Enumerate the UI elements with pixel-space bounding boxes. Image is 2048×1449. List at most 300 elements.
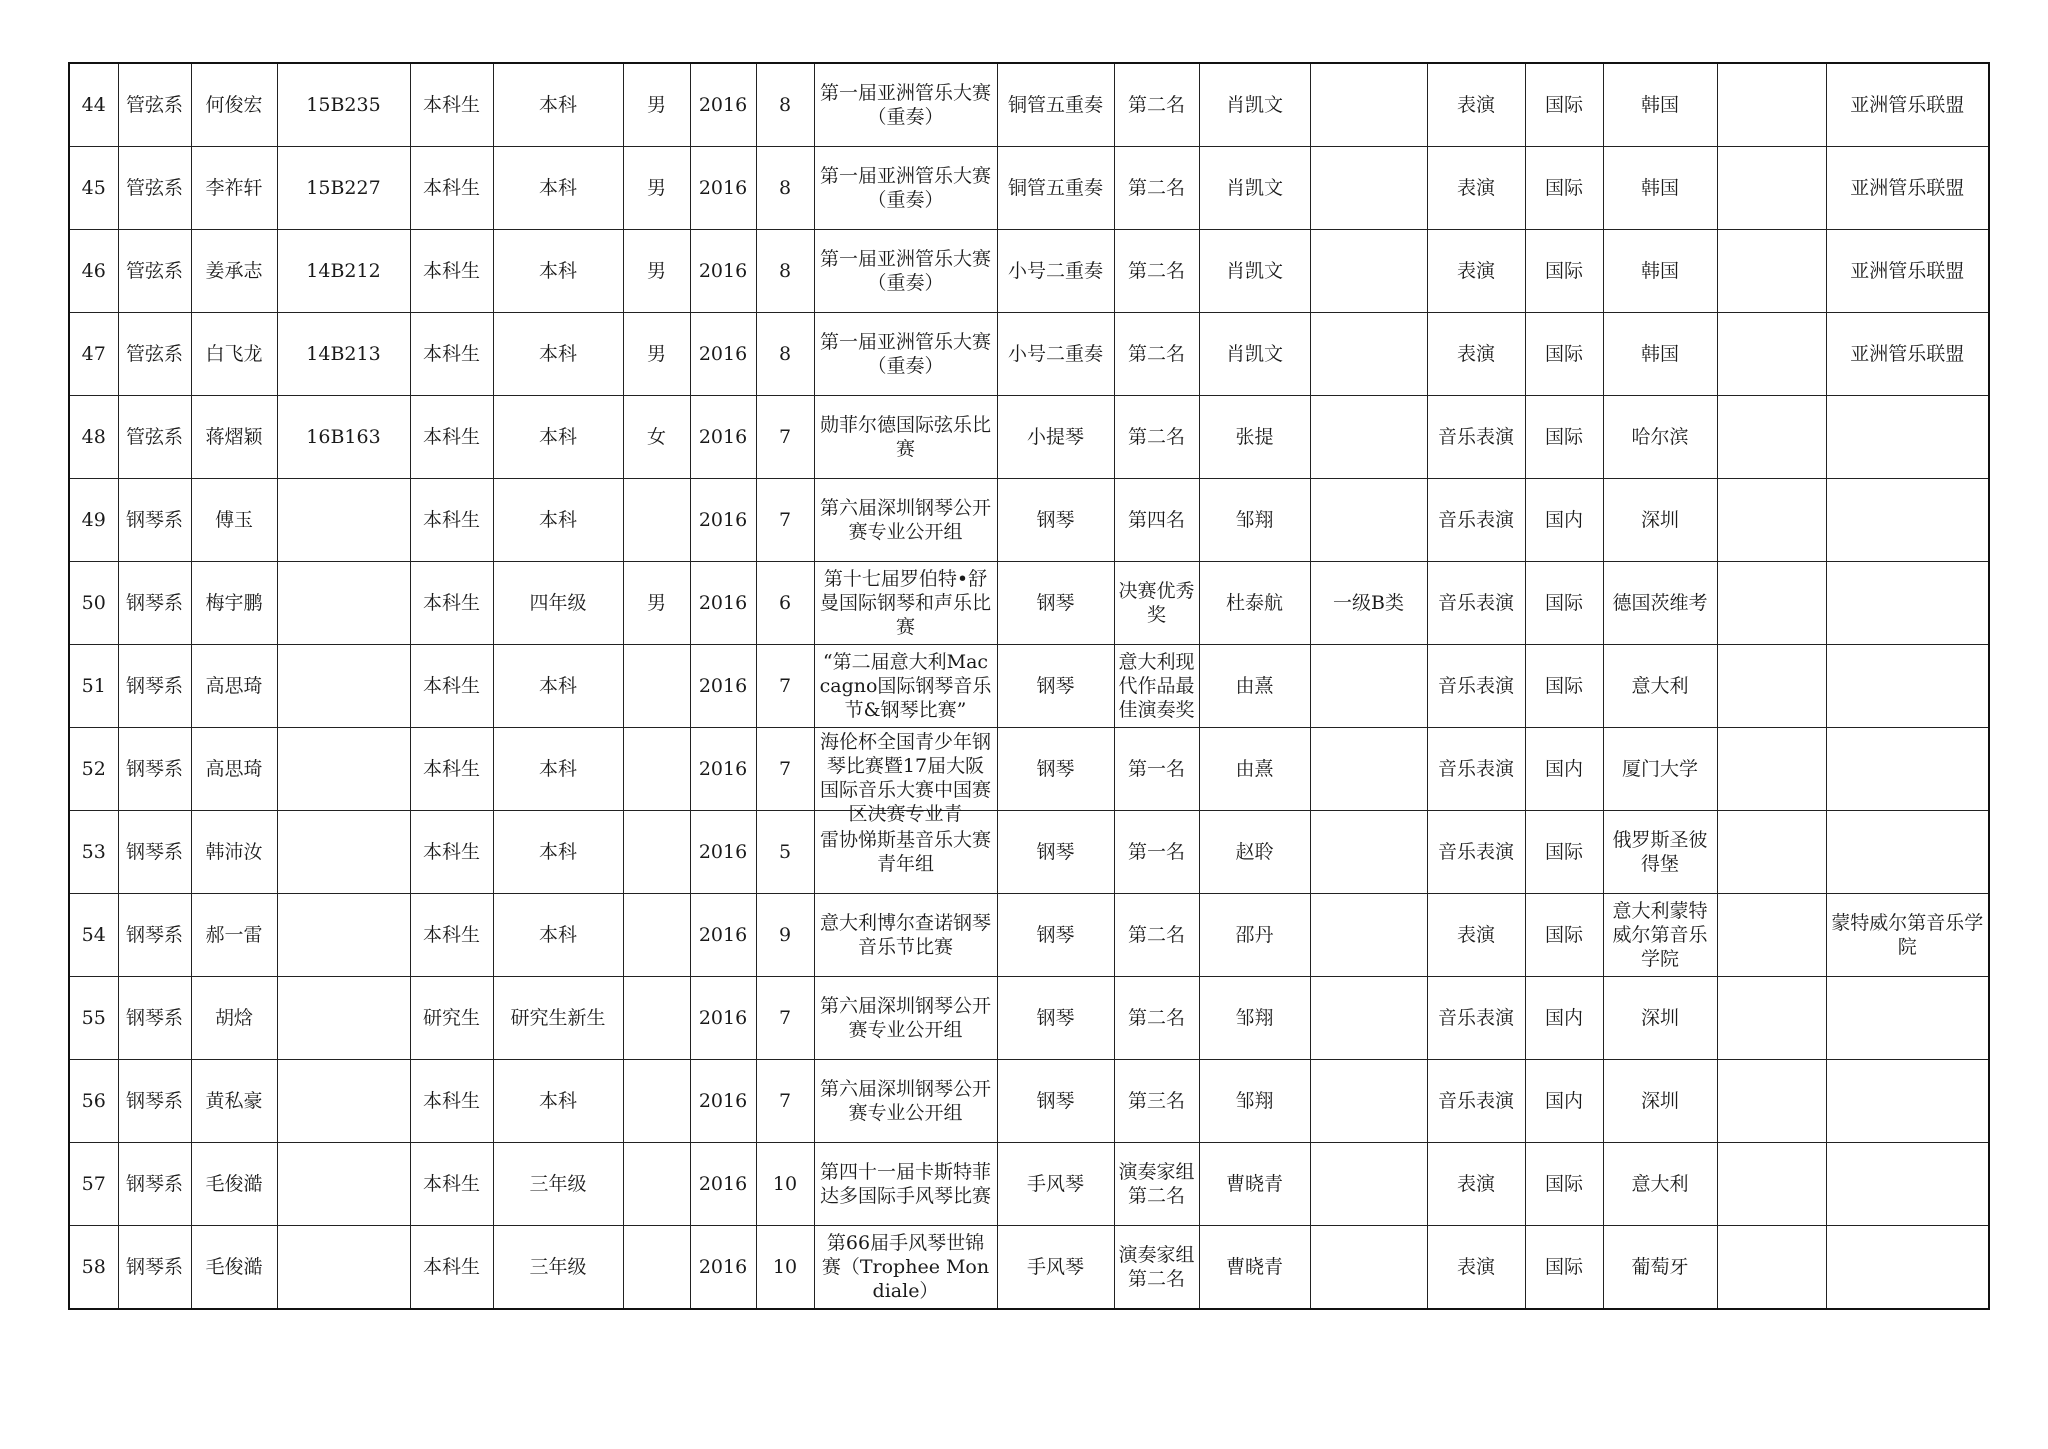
cell-extra [1717, 479, 1826, 562]
cell-location [1603, 63, 1717, 147]
cell-scope [1525, 728, 1603, 811]
cell-text: 本科生 [422, 1256, 480, 1278]
cell-text: 演奏家组第二名 [1118, 1244, 1195, 1290]
cell-grade [493, 1060, 623, 1143]
cell-extra [1717, 894, 1826, 977]
cell-instructor [1199, 147, 1310, 230]
cell-discipline [1427, 894, 1525, 977]
cell-text: 黄私豪 [205, 1090, 263, 1112]
cell-award-rank [1114, 977, 1199, 1060]
cell-instrument [997, 1226, 1114, 1310]
cell-location [1603, 562, 1717, 645]
cell-extra [1717, 396, 1826, 479]
cell-text: 58 [81, 1256, 106, 1278]
cell-student-id [277, 479, 410, 562]
cell-text: 表演 [1456, 1256, 1495, 1278]
cell-text: 钢琴系 [125, 1256, 183, 1278]
cell-instrument [997, 728, 1114, 811]
cell-text: 男 [646, 177, 666, 199]
cell-text: 音乐表演 [1437, 509, 1514, 531]
cell-instrument [997, 396, 1114, 479]
table-row [69, 313, 1989, 396]
cell-text: 梅宇鹏 [205, 592, 263, 614]
cell-student-name [191, 313, 277, 396]
cell-text: 第一届亚洲管乐大赛（重奏） [819, 82, 991, 128]
cell-text: 本科生 [422, 509, 480, 531]
cell-gender [623, 313, 690, 396]
cell-organizer [1826, 977, 1989, 1060]
cell-text: 俄罗斯圣彼得堡 [1612, 829, 1708, 875]
cell-text: 意大利博尔查诺钢琴音乐节比赛 [819, 912, 991, 958]
cell-text: 钢琴 [1036, 924, 1075, 946]
cell-gender [623, 811, 690, 894]
cell-year [690, 562, 756, 645]
cell-row-index [69, 147, 118, 230]
cell-gender [623, 728, 690, 811]
cell-student-type [410, 479, 493, 562]
cell-instrument [997, 313, 1114, 396]
cell-text: 国内 [1544, 1090, 1583, 1112]
cell-instrument [997, 894, 1114, 977]
cell-student-id [277, 1060, 410, 1143]
cell-text: 第66届手风琴世锦赛（Trophee Mondiale） [821, 1232, 990, 1302]
cell-department [118, 479, 191, 562]
cell-text: 韩国 [1640, 343, 1679, 365]
cell-year [690, 811, 756, 894]
cell-text: 第二名 [1127, 1007, 1185, 1029]
cell-discipline [1427, 396, 1525, 479]
cell-text: 男 [646, 94, 666, 116]
cell-text: 7 [778, 675, 792, 697]
table-row [69, 63, 1989, 147]
cell-text: 表演 [1456, 94, 1495, 116]
cell-extra [1717, 313, 1826, 396]
cell-scope [1525, 1060, 1603, 1143]
cell-text: 小提琴 [1026, 426, 1084, 448]
cell-organizer [1826, 396, 1989, 479]
cell-text: 研究生 [422, 1007, 480, 1029]
cell-student-type [410, 1060, 493, 1143]
cell-month [756, 313, 814, 396]
cell-location [1603, 479, 1717, 562]
cell-text: 音乐表演 [1437, 1007, 1514, 1029]
cell-text: 本科生 [422, 94, 480, 116]
cell-text: 深圳 [1640, 1090, 1679, 1112]
cell-text: 音乐表演 [1437, 1090, 1514, 1112]
cell-text: 49 [81, 509, 106, 531]
cell-text: 钢琴系 [125, 924, 183, 946]
cell-text: 邹翔 [1235, 1090, 1274, 1112]
cell-location [1603, 396, 1717, 479]
cell-row-index [69, 1060, 118, 1143]
cell-month [756, 728, 814, 811]
cell-year [690, 396, 756, 479]
cell-month [756, 63, 814, 147]
cell-text: 姜承志 [205, 260, 263, 282]
cell-text: 邹翔 [1235, 509, 1274, 531]
cell-text: 管弦系 [125, 426, 183, 448]
cell-extra [1717, 1226, 1826, 1310]
cell-discipline [1427, 1060, 1525, 1143]
cell-text: 蒙特威尔第音乐学院 [1831, 912, 1984, 958]
cell-scope [1525, 1226, 1603, 1310]
cell-location [1603, 147, 1717, 230]
cell-grade [493, 1226, 623, 1310]
cell-year [690, 728, 756, 811]
cell-text: 韩国 [1640, 94, 1679, 116]
cell-text: 7 [778, 1007, 792, 1029]
cell-text: 葡萄牙 [1631, 1256, 1689, 1278]
cell-month [756, 562, 814, 645]
cell-text: 第三名 [1127, 1090, 1185, 1112]
cell-scope [1525, 811, 1603, 894]
cell-grade [493, 313, 623, 396]
cell-text: 管弦系 [125, 177, 183, 199]
cell-scope [1525, 230, 1603, 313]
cell-student-id [277, 313, 410, 396]
cell-discipline [1427, 63, 1525, 147]
cell-text: 第一届亚洲管乐大赛（重奏） [819, 248, 991, 294]
cell-gender [623, 977, 690, 1060]
cell-row-index [69, 894, 118, 977]
cell-text: 国际 [1544, 177, 1583, 199]
cell-extra [1717, 63, 1826, 147]
cell-text: 表演 [1456, 1173, 1495, 1195]
cell-instructor [1199, 1226, 1310, 1310]
cell-award-rank [1114, 63, 1199, 147]
cell-text: 国际 [1544, 592, 1583, 614]
cell-text: 56 [81, 1090, 106, 1112]
cell-text: 国内 [1544, 509, 1583, 531]
cell-instrument [997, 1143, 1114, 1226]
cell-location [1603, 728, 1717, 811]
cell-grade [493, 1143, 623, 1226]
cell-instrument [997, 147, 1114, 230]
cell-text: 国际 [1544, 343, 1583, 365]
cell-month [756, 1143, 814, 1226]
cell-text: 肖凯文 [1225, 94, 1283, 116]
cell-grade [493, 147, 623, 230]
cell-student-id [277, 894, 410, 977]
cell-text: 2016 [698, 1173, 748, 1195]
cell-text: 10 [772, 1173, 798, 1195]
cell-text: 第六届深圳钢琴公开赛专业公开组 [819, 1078, 991, 1124]
cell-text: 本科 [538, 177, 577, 199]
cell-student-name [191, 977, 277, 1060]
table-row [69, 645, 1989, 728]
cell-department [118, 396, 191, 479]
cell-scope [1525, 313, 1603, 396]
cell-student-name [191, 894, 277, 977]
cell-text: 表演 [1456, 177, 1495, 199]
cell-text: 铜管五重奏 [1007, 94, 1103, 116]
cell-year [690, 1143, 756, 1226]
cell-student-type [410, 63, 493, 147]
cell-text: 本科生 [422, 1173, 480, 1195]
cell-location [1603, 230, 1717, 313]
cell-text: 韩国 [1640, 260, 1679, 282]
cell-text: 国际 [1544, 675, 1583, 697]
cell-text: 第四十一届卡斯特菲达多国际手风琴比赛 [819, 1161, 991, 1207]
cell-extra [1717, 728, 1826, 811]
table-row [69, 230, 1989, 313]
cell-gender [623, 1143, 690, 1226]
cell-text: 傅玉 [214, 509, 253, 531]
cell-competition-name [814, 1060, 997, 1143]
table-row [69, 562, 1989, 645]
cell-row-index [69, 1143, 118, 1226]
cell-extra [1717, 1060, 1826, 1143]
cell-text: 2016 [698, 260, 748, 282]
cell-month [756, 1226, 814, 1310]
cell-text: 51 [81, 675, 106, 697]
cell-text: 三年级 [529, 1173, 587, 1195]
cell-row-index [69, 728, 118, 811]
cell-instructor [1199, 645, 1310, 728]
cell-location [1603, 313, 1717, 396]
cell-award-rank [1114, 230, 1199, 313]
cell-discipline [1427, 230, 1525, 313]
cell-text: 由熹 [1235, 675, 1274, 697]
cell-gender [623, 63, 690, 147]
cell-instrument [997, 811, 1114, 894]
cell-text: 第二名 [1127, 177, 1185, 199]
cell-month [756, 479, 814, 562]
cell-scope [1525, 894, 1603, 977]
cell-text: 研究生新生 [510, 1007, 606, 1029]
cell-text: 音乐表演 [1437, 841, 1514, 863]
cell-text: 14B212 [306, 260, 381, 282]
cell-year [690, 1060, 756, 1143]
cell-text: 钢琴系 [125, 509, 183, 531]
cell-text: 肖凯文 [1225, 177, 1283, 199]
cell-text: 深圳 [1640, 1007, 1679, 1029]
cell-row-index [69, 977, 118, 1060]
cell-scope [1525, 562, 1603, 645]
cell-category-level [1310, 894, 1427, 977]
cell-text: 2016 [698, 509, 748, 531]
cell-text: 意大利现代作品最佳演奏奖 [1118, 651, 1195, 721]
cell-text: 钢琴系 [125, 758, 183, 780]
cell-student-id [277, 728, 410, 811]
cell-instrument [997, 479, 1114, 562]
cell-text: 邵丹 [1235, 924, 1274, 946]
cell-text: 7 [778, 509, 792, 531]
cell-instructor [1199, 396, 1310, 479]
cell-text: 铜管五重奏 [1007, 177, 1103, 199]
cell-text: 7 [778, 426, 792, 448]
cell-text: 钢琴 [1036, 509, 1075, 531]
cell-text: 杜泰航 [1225, 592, 1283, 614]
cell-year [690, 63, 756, 147]
cell-instrument [997, 562, 1114, 645]
cell-category-level [1310, 645, 1427, 728]
cell-student-name [191, 63, 277, 147]
cell-text: 2016 [698, 343, 748, 365]
cell-row-index [69, 479, 118, 562]
cell-text: 李祚轩 [205, 177, 263, 199]
cell-text: 勋菲尔德国际弦乐比赛 [819, 414, 991, 460]
cell-text: 四年级 [529, 592, 587, 614]
cell-text: 2016 [698, 1007, 748, 1029]
cell-text: 音乐表演 [1437, 758, 1514, 780]
cell-text: 三年级 [529, 1256, 587, 1278]
cell-year [690, 313, 756, 396]
cell-text: 15B227 [306, 177, 381, 199]
cell-text: 2016 [698, 758, 748, 780]
cell-text: 小号二重奏 [1007, 260, 1103, 282]
cell-text: 赵聆 [1235, 841, 1274, 863]
cell-month [756, 396, 814, 479]
cell-award-rank [1114, 1143, 1199, 1226]
cell-gender [623, 1226, 690, 1310]
cell-text: 意大利 [1631, 675, 1689, 697]
cell-category-level [1310, 479, 1427, 562]
cell-text: 钢琴 [1036, 1007, 1075, 1029]
cell-text: 7 [778, 1090, 792, 1112]
cell-instructor [1199, 1143, 1310, 1226]
cell-text: 本科 [538, 260, 577, 282]
cell-text: 45 [81, 177, 106, 199]
cell-text: 2016 [698, 177, 748, 199]
cell-text: 钢琴系 [125, 1173, 183, 1195]
cell-extra [1717, 230, 1826, 313]
cell-grade [493, 728, 623, 811]
cell-student-name [191, 645, 277, 728]
cell-text: 46 [81, 260, 106, 282]
cell-text: 本科 [538, 1090, 577, 1112]
cell-instructor [1199, 479, 1310, 562]
cell-year [690, 230, 756, 313]
cell-text: 由熹 [1235, 758, 1274, 780]
cell-competition-name [814, 1226, 997, 1310]
cell-text: 第二名 [1127, 426, 1185, 448]
cell-instructor [1199, 313, 1310, 396]
cell-text: 郝一雷 [205, 924, 263, 946]
cell-year [690, 147, 756, 230]
cell-competition-name [814, 147, 997, 230]
cell-discipline [1427, 1226, 1525, 1310]
cell-text: 50 [81, 592, 106, 614]
cell-category-level [1310, 230, 1427, 313]
cell-award-rank [1114, 1060, 1199, 1143]
cell-competition-name [814, 894, 997, 977]
cell-discipline [1427, 562, 1525, 645]
cell-organizer [1826, 479, 1989, 562]
cell-text: 韩国 [1640, 177, 1679, 199]
cell-text: 第二名 [1127, 924, 1185, 946]
cell-category-level [1310, 1060, 1427, 1143]
cell-organizer [1826, 645, 1989, 728]
cell-text: 14B213 [306, 343, 381, 365]
cell-category-level [1310, 977, 1427, 1060]
cell-instructor [1199, 1060, 1310, 1143]
cell-text: 本科生 [422, 343, 480, 365]
cell-gender [623, 396, 690, 479]
cell-text: 第一届亚洲管乐大赛（重奏） [819, 331, 991, 377]
table-row [69, 147, 1989, 230]
cell-text: 44 [81, 94, 106, 116]
cell-discipline [1427, 811, 1525, 894]
cell-organizer [1826, 811, 1989, 894]
cell-department [118, 147, 191, 230]
cell-text: 手风琴 [1026, 1173, 1084, 1195]
cell-text: 本科生 [422, 841, 480, 863]
cell-text: 6 [778, 592, 792, 614]
cell-text: 钢琴 [1036, 675, 1075, 697]
cell-competition-name [814, 313, 997, 396]
cell-text: 5 [778, 841, 792, 863]
cell-instructor [1199, 63, 1310, 147]
cell-organizer [1826, 230, 1989, 313]
cell-text: 钢琴系 [125, 592, 183, 614]
cell-text: 本科生 [422, 426, 480, 448]
cell-month [756, 1060, 814, 1143]
cell-row-index [69, 562, 118, 645]
cell-text: 国际 [1544, 924, 1583, 946]
cell-month [756, 894, 814, 977]
cell-text: 男 [646, 343, 666, 365]
cell-department [118, 977, 191, 1060]
cell-text: 本科生 [422, 675, 480, 697]
cell-text: 8 [778, 343, 792, 365]
cell-grade [493, 230, 623, 313]
table-body [69, 63, 1989, 1309]
cell-department [118, 728, 191, 811]
cell-text: 男 [646, 260, 666, 282]
cell-text: 本科生 [422, 177, 480, 199]
cell-row-index [69, 645, 118, 728]
cell-row-index [69, 63, 118, 147]
cell-text: 表演 [1456, 924, 1495, 946]
cell-location [1603, 1226, 1717, 1310]
cell-award-rank [1114, 1226, 1199, 1310]
cell-text: 钢琴系 [125, 841, 183, 863]
cell-text: 第六届深圳钢琴公开赛专业公开组 [819, 995, 991, 1041]
cell-organizer [1826, 63, 1989, 147]
cell-gender [623, 230, 690, 313]
cell-text: 国际 [1544, 94, 1583, 116]
cell-text: 10 [772, 1256, 798, 1278]
cell-gender [623, 645, 690, 728]
cell-text: 亚洲管乐联盟 [1850, 94, 1965, 116]
cell-discipline [1427, 645, 1525, 728]
cell-grade [493, 977, 623, 1060]
cell-student-name [191, 811, 277, 894]
cell-location [1603, 1143, 1717, 1226]
cell-text: 张提 [1235, 426, 1274, 448]
cell-text: 肖凯文 [1225, 343, 1283, 365]
cell-award-rank [1114, 313, 1199, 396]
cell-text: 8 [778, 177, 792, 199]
cell-student-id [277, 396, 410, 479]
cell-text: 第一名 [1127, 758, 1185, 780]
cell-grade [493, 894, 623, 977]
cell-text: 2016 [698, 426, 748, 448]
cell-row-index [69, 396, 118, 479]
cell-gender [623, 147, 690, 230]
cell-gender [623, 562, 690, 645]
cell-text: 本科生 [422, 924, 480, 946]
cell-text: 国内 [1544, 1007, 1583, 1029]
cell-instrument [997, 230, 1114, 313]
cell-text: 本科生 [422, 1090, 480, 1112]
cell-organizer [1826, 894, 1989, 977]
cell-student-type [410, 1226, 493, 1310]
cell-text: 一级B类 [1333, 592, 1404, 614]
cell-student-type [410, 728, 493, 811]
cell-student-type [410, 811, 493, 894]
